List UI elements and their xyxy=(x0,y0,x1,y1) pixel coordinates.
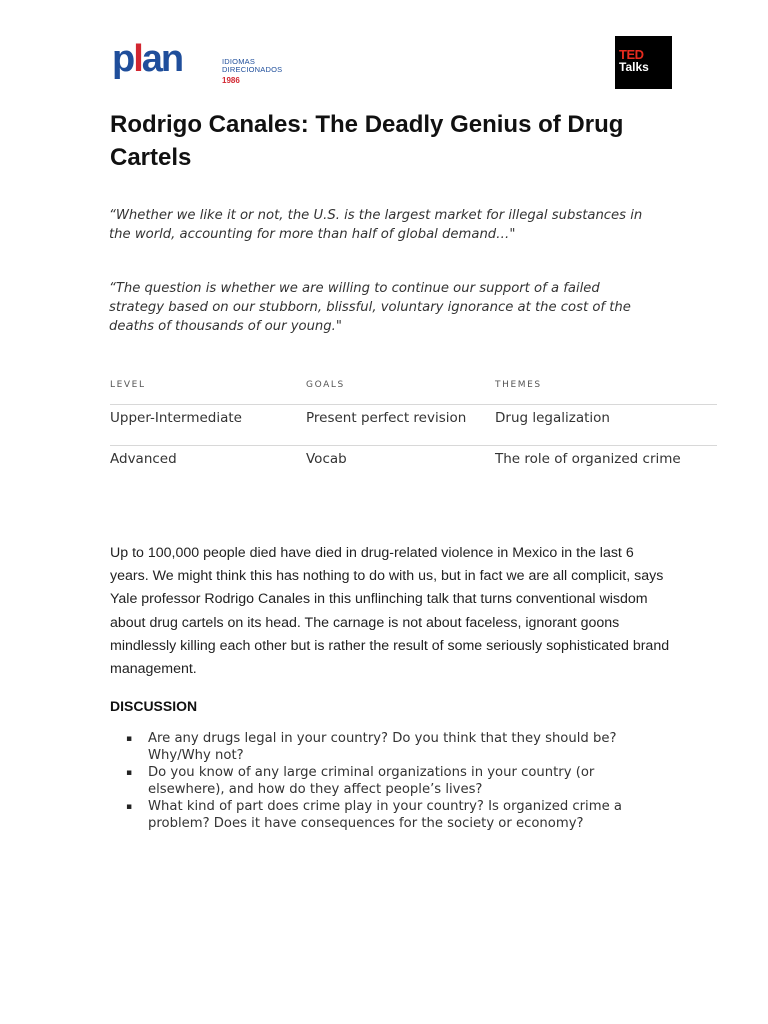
bullet-icon: ▪ xyxy=(126,734,133,744)
bullet-icon: ▪ xyxy=(126,768,133,778)
header-level: LEVEL xyxy=(110,380,146,390)
quote-2: “The question is whether we are willing to continue our support of a failed strategy based on our stubborn, blissful, voluntary ignorance at the cost of the deaths of thousands of our young." xyxy=(109,281,631,334)
bullet-icon: ▪ xyxy=(126,802,133,812)
header-goals: GOALS xyxy=(306,380,345,390)
quote-1: “Whether we like it or not, the U.S. is the largest market for illegal substances in the world, accounting for more than half of global demand…" xyxy=(109,208,643,242)
ted-logo-text: TED xyxy=(619,47,644,62)
header-themes: THEMES xyxy=(495,380,542,390)
talk-summary: Up to 100,000 people died have died in drug-related violence in Mexico in the last 6 years. We might think this has nothing to do with us, but in fact we are all complicit, says Yale professor Rodrigo Canales in this unflinching talk that turns conventional wisdom about drug cartels on its head. The carnage is not about faceless, ignorant goons mindlessly killing each other but is rather the result of some seriously sophisticated brand management. xyxy=(110,545,670,678)
plan-logo-sub-line2: DIRECIONADOS xyxy=(222,64,283,74)
ted-talks-logo xyxy=(615,36,672,89)
plan-logo-year: 1986 xyxy=(222,76,240,85)
discussion-question: What kind of part does crime play in your country? Is organized crime a problem? Does it have consequences for the society or economy? xyxy=(148,799,622,831)
cell-goals: Present perfect revision xyxy=(306,410,467,426)
table-row xyxy=(110,405,717,446)
discussion-list xyxy=(110,731,670,833)
discussion-heading: DISCUSSION xyxy=(110,698,198,714)
list-item xyxy=(110,765,670,798)
talks-logo-text: Talks xyxy=(619,60,649,74)
list-item xyxy=(110,799,670,832)
cell-goals: Vocab xyxy=(306,451,347,467)
plan-logo xyxy=(112,40,304,88)
cell-level: Upper-Intermediate xyxy=(110,410,242,426)
plan-wordmark: plan xyxy=(112,38,183,80)
discussion-question: Are any drugs legal in your country? Do you think that they should be? Why/Why not? xyxy=(148,731,617,763)
cell-level: Advanced xyxy=(110,451,177,467)
table-header xyxy=(110,376,717,405)
discussion-question: Do you know of any large criminal organizations in your country (or elsewhere), and how do they affect people’s lives? xyxy=(148,765,595,797)
cell-themes: The role of organized crime xyxy=(495,451,681,467)
plan-logo-subtitle xyxy=(222,58,282,73)
page-title: Rodrigo Canales: The Deadly Genius of Drug Cartels xyxy=(110,111,624,171)
cell-themes: Drug legalization xyxy=(495,410,610,426)
list-item xyxy=(110,731,670,764)
plan-logo-sub-line1: IDIOMAS xyxy=(222,57,256,66)
table-row xyxy=(110,446,717,486)
lesson-info-table xyxy=(110,376,717,486)
